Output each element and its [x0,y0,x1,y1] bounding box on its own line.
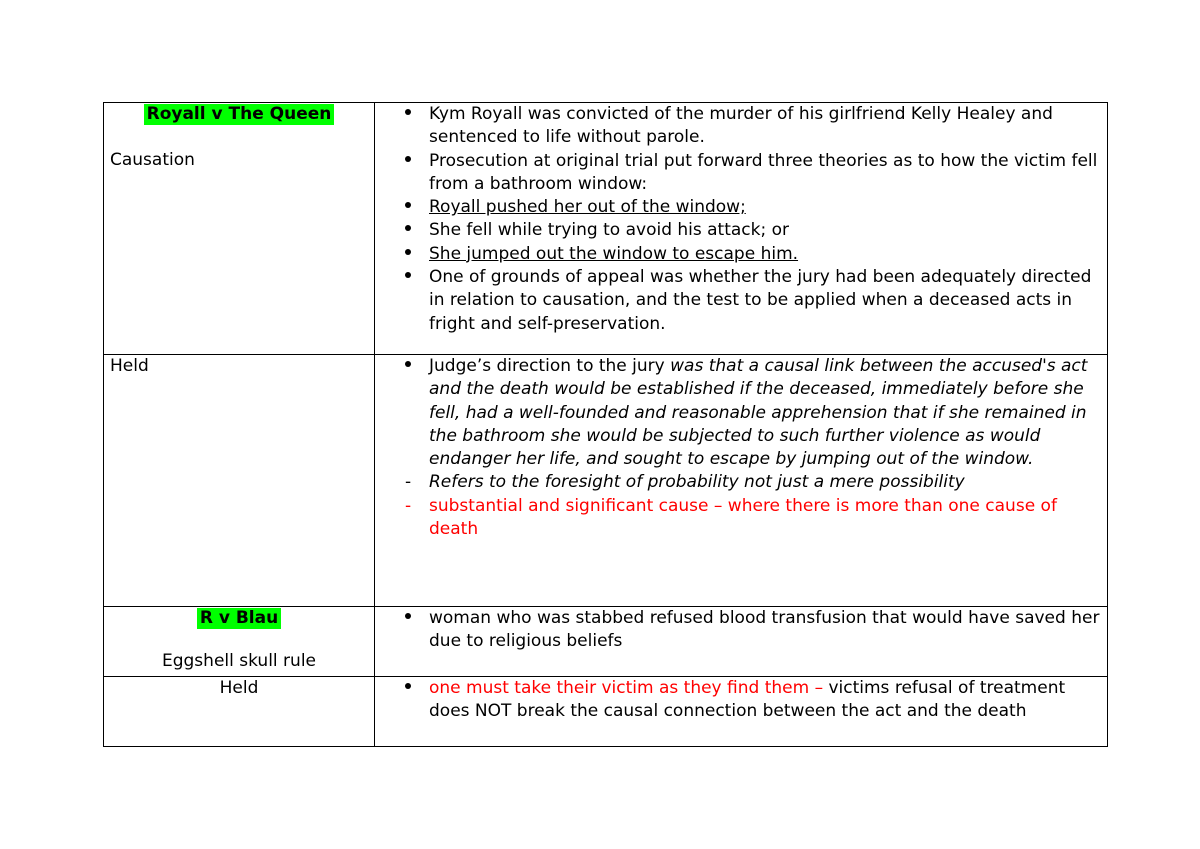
case-name-wrap [110,103,368,126]
list-item [381,243,1101,266]
list-item [381,150,1101,197]
held-cell [375,676,1108,746]
list-item [381,471,1101,494]
facts-list [381,103,1101,336]
list-item-text: Kym Royall was convicted of the murder of his girlfriend Kelly Healey and sentenced to life without parole. [429,104,1053,148]
list-item [381,196,1101,219]
direction-lead: Judge’s direction to the jury [429,356,671,376]
case-notes-table [103,102,1108,747]
table-row [104,103,1108,355]
bullet-icon [405,156,411,162]
list-item [381,103,1101,150]
dash-marker: - [405,472,412,493]
bullet-icon [405,613,411,619]
bullet-icon [405,249,411,255]
bullet-icon [405,272,411,278]
list-item-text: Prosecution at original trial put forward three theories as to how the victim fell from a bathroom window: [429,150,1098,194]
list-item [381,677,1101,724]
list-item-text: She fell while trying to avoid his attack; or [429,220,790,241]
facts-cell [375,103,1108,355]
held-cell [375,355,1108,607]
held-emphasis: one must take their victim as they find them – [429,677,824,698]
list-item-text: woman who was stabbed refused blood transfusion that would have saved her due to religious beliefs [429,608,1100,652]
case-topic: Causation [110,150,195,171]
table-row [104,355,1108,607]
bullet-icon [405,361,411,367]
held-label-cell [104,676,375,746]
list-item-text: Royall pushed her out of the window; [429,197,746,218]
held-label-cell [104,355,375,607]
table-row [104,676,1108,746]
held-label: Held [110,356,149,376]
case-cell [104,103,375,355]
facts-list [381,607,1101,654]
case-topic: Eggshell skull rule [161,651,316,672]
list-item-text: substantial and significant cause – where there is more than one cause of death [429,495,1057,540]
bullet-icon [405,225,411,231]
direction-quote: was that a causal link between the accused's act and the death would be established if the deceased, immediately before she fell, had a well-founded and reasonable apprehension that if she remained in the bathroom she would be subjected to such further violence as would endanger her life, and sought to escape by jumping out of the window. [429,356,1088,470]
list-item [381,266,1101,336]
list-item [381,219,1101,242]
list-item [381,355,1101,471]
list-item-text: One of grounds of appeal was whether the jury had been adequately directed in relation to causation, and the test to be applied when a deceased acts in fright and self-preservation. [429,267,1092,334]
case-name: R v Blau [197,608,281,629]
facts-cell [375,607,1108,677]
bullet-icon [405,683,411,689]
list-item-text: Refers to the foresight of probability not just a mere possibility [429,472,965,493]
case-cell [104,607,375,677]
bullet-icon [405,109,411,115]
list-item-text: She jumped out the window to escape him. [429,243,799,264]
held-list [381,677,1101,724]
dash-marker: - [405,495,412,516]
list-item [381,495,1101,542]
held-list [381,355,1101,541]
bullet-icon [405,202,411,208]
held-label: Held [219,677,259,698]
table-row [104,607,1108,677]
list-item [381,607,1101,654]
held-text: victims refusal of treatment does NOT break the causal connection between the act and the death [429,677,1066,721]
case-name: Royall v The Queen [144,104,335,125]
